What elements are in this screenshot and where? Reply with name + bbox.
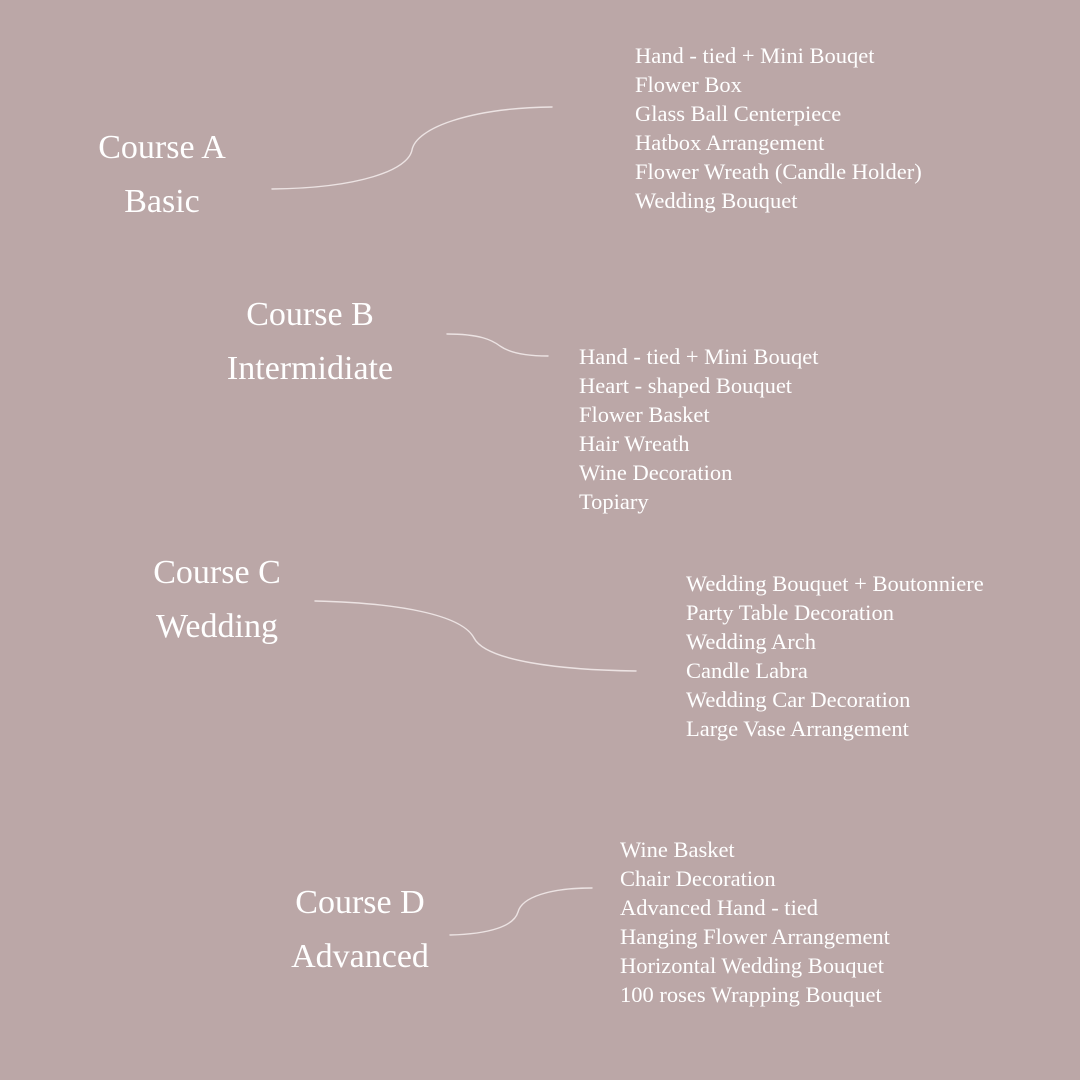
course-d-items bbox=[620, 835, 890, 1009]
course-c-heading bbox=[128, 546, 306, 654]
course-b-level: Intermidiate bbox=[226, 350, 394, 387]
course-d-title: Course D bbox=[295, 884, 425, 921]
course-d-level: Advanced bbox=[291, 938, 429, 975]
list-item: Candle Labra bbox=[686, 658, 808, 683]
list-item: Hand - tied + Mini Bouqet bbox=[635, 43, 875, 68]
list-item: Flower Basket bbox=[579, 402, 710, 427]
course-b-heading bbox=[200, 288, 420, 396]
list-item: Wine Decoration bbox=[579, 460, 733, 485]
list-item: Advanced Hand - tied bbox=[620, 895, 819, 920]
course-b-title: Course B bbox=[246, 296, 374, 333]
list-item: Wedding Arch bbox=[686, 629, 817, 654]
course-c-title: Course C bbox=[153, 554, 281, 591]
list-item: Flower Wreath (Candle Holder) bbox=[635, 159, 922, 184]
list-item: Hatbox Arrangement bbox=[635, 130, 825, 155]
connector-course-b bbox=[447, 334, 548, 356]
list-item: Hair Wreath bbox=[579, 431, 690, 456]
list-item: Chair Decoration bbox=[620, 866, 776, 891]
list-item: Wedding Bouquet bbox=[635, 188, 798, 213]
course-c-level: Wedding bbox=[156, 608, 278, 645]
list-item: Large Vase Arrangement bbox=[686, 716, 909, 741]
list-item: Hand - tied + Mini Bouqet bbox=[579, 344, 819, 369]
connector-course-a bbox=[272, 107, 552, 189]
list-item: Glass Ball Centerpiece bbox=[635, 101, 842, 126]
list-item: 100 roses Wrapping Bouquet bbox=[620, 982, 882, 1007]
list-item: Wedding Car Decoration bbox=[686, 687, 911, 712]
list-item: Hanging Flower Arrangement bbox=[620, 924, 890, 949]
list-item: Flower Box bbox=[635, 72, 742, 97]
list-item: Horizontal Wedding Bouquet bbox=[620, 953, 884, 978]
course-a-level: Basic bbox=[124, 183, 200, 220]
list-item: Heart - shaped Bouquet bbox=[579, 373, 793, 398]
list-item: Topiary bbox=[579, 489, 649, 514]
course-a-heading bbox=[72, 121, 252, 229]
list-item: Party Table Decoration bbox=[686, 600, 894, 625]
connector-course-d bbox=[450, 888, 592, 935]
course-c-items bbox=[686, 569, 984, 743]
course-d-heading bbox=[262, 876, 458, 984]
course-b-items bbox=[579, 342, 819, 516]
list-item: Wedding Bouquet + Boutonniere bbox=[686, 571, 984, 596]
connector-course-c bbox=[315, 601, 636, 671]
course-a-items bbox=[635, 41, 922, 215]
course-a-title: Course A bbox=[98, 129, 226, 166]
list-item: Wine Basket bbox=[620, 837, 735, 862]
